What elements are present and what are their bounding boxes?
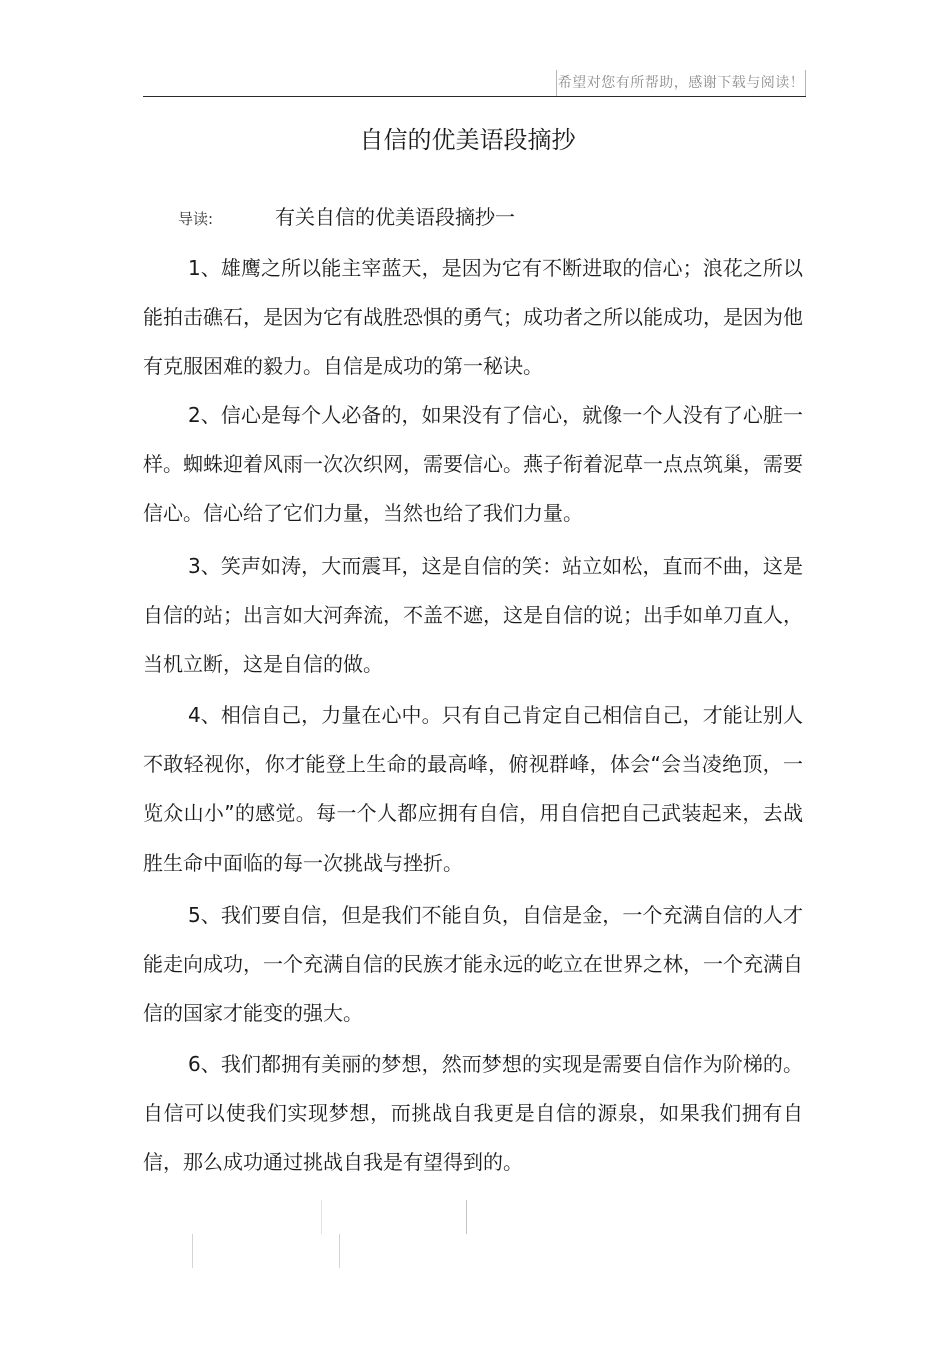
paragraph-6: 6、我们都拥有美丽的梦想，然而梦想的实现是需要自信作为阶梯的。自信可以使我们实现梦想，而挑战自我更是自信的源泉，如果我们拥有自信，那么成功通过挑战自我是有望得到的。	[143, 1052, 803, 1175]
paragraph-4: 4、相信自己，力量在心中。只有自己肯定自己相信自己，才能让别人不敢轻视你，你才能登上生命的最高峰，俯视群峰，体会“会当凌绝顶，一览众山小”的感觉。每一个人都应拥有自信，用自信把自己武装起来，去战胜生命中面临的每一次挑战与挫折。	[143, 703, 803, 875]
paragraph-3: 3、笑声如涛，大而震耳，这是自信的笑：站立如松，直而不曲，这是自信的站；出言如大河奔流，不盖不遮，这是自信的说；出手如单刀直人，当机立断，这是自信的做。	[143, 554, 803, 677]
header-rule	[143, 96, 806, 97]
paragraph-5: 5、我们要自信，但是我们不能自负，自信是金，一个充满自信的人才能走向成功，一个充满自信的民族才能永远的屹立在世界之林，一个充满自信的国家才能变的强大。	[143, 903, 803, 1026]
paragraph-2: 2、信心是每个人必备的，如果没有了信心，就像一个人没有了心脏一样。蜘蛛迎着风雨一次次织网，需要信心。燕子衔着泥草一点点筑巢，需要信心。信心给了它们力量，当然也给了我们力量。	[143, 403, 803, 526]
artifact-line	[339, 1234, 340, 1268]
artifact-line	[321, 1200, 322, 1234]
header-note: 希望对您有所帮助，感谢下载与阅读！	[556, 70, 806, 96]
page-title: 自信的优美语段摘抄	[359, 126, 576, 154]
intro-text: 有关自信的优美语段摘抄一	[275, 205, 515, 229]
paragraph-1: 1、雄鹰之所以能主宰蓝天，是因为它有不断进取的信心；浪花之所以能拍击礁石，是因为它有战胜恐惧的勇气；成功者之所以能成功，是因为他有克服困难的毅力。自信是成功的第一秘诀。	[143, 256, 803, 379]
intro-label: 导读:	[178, 210, 214, 228]
artifact-line	[466, 1200, 467, 1234]
intro-line	[178, 202, 515, 232]
artifact-line	[192, 1234, 193, 1268]
